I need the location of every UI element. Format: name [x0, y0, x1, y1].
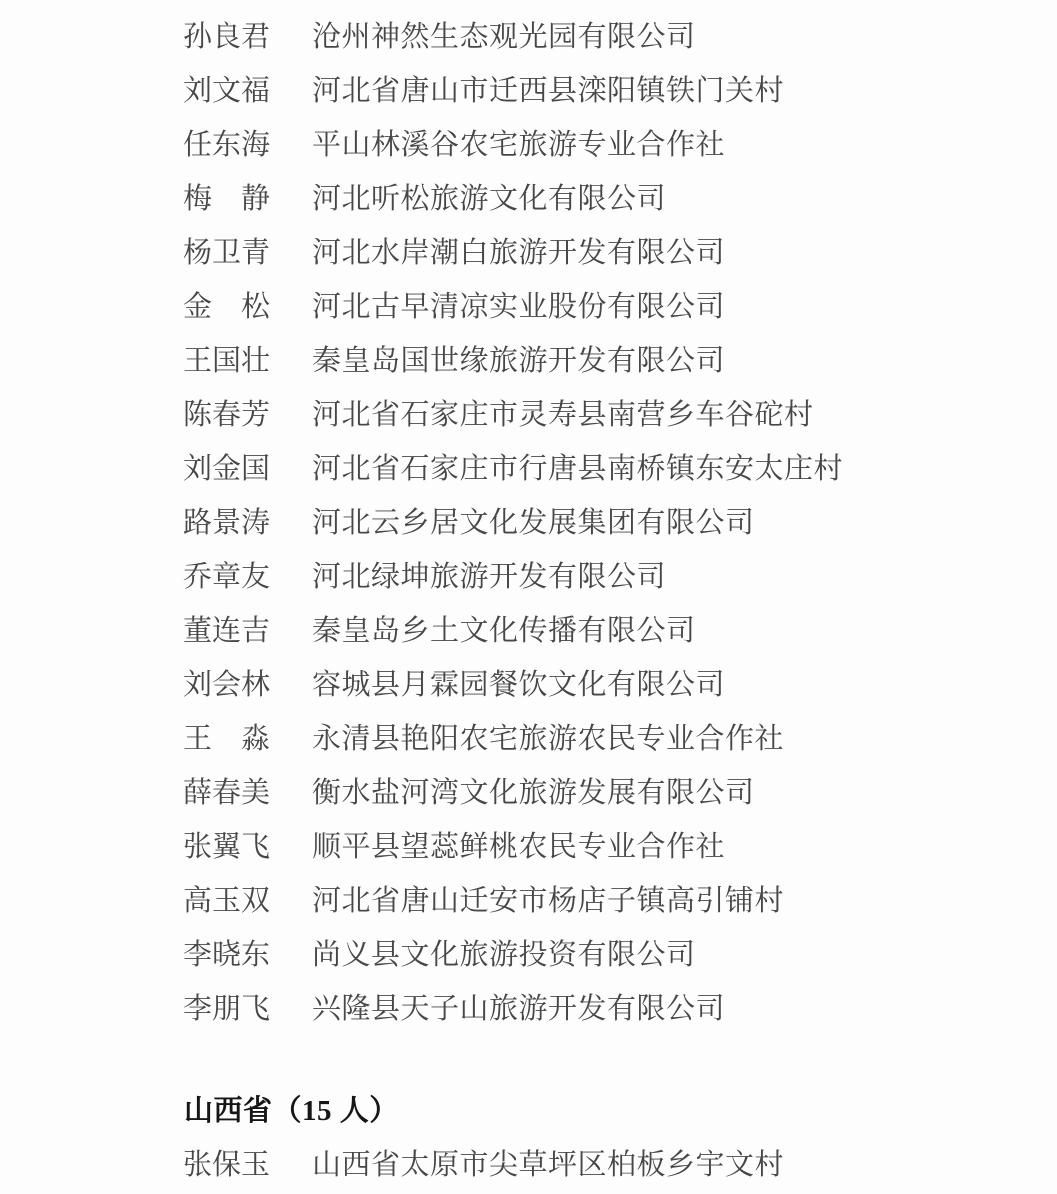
- organization-name: 沧州神然生态观光园有限公司: [312, 20, 696, 53]
- person-name: 高玉双: [183, 884, 271, 917]
- organization-name: 河北云乡居文化发展集团有限公司: [312, 506, 755, 539]
- entry-row: [183, 223, 1057, 277]
- entry-row: [183, 277, 1057, 331]
- person-name: 董连吉: [183, 614, 271, 647]
- person-name: 乔章友: [183, 560, 271, 593]
- entry-row: [183, 925, 1057, 979]
- organization-name: 河北古早清凉实业股份有限公司: [312, 290, 726, 323]
- entry-row: [183, 601, 1057, 655]
- person-name: 王国壮: [183, 344, 271, 377]
- organization-name: 尚义县文化旅游投资有限公司: [312, 938, 696, 971]
- organization-name: 河北省唐山市迁西县滦阳镇铁门关村: [312, 74, 785, 107]
- person-name: 任东海: [183, 128, 271, 161]
- organization-name: 衡水盐河湾文化旅游发展有限公司: [312, 776, 755, 809]
- organization-name: 容城县月霖园餐饮文化有限公司: [312, 668, 726, 701]
- organization-name: 河北绿坤旅游开发有限公司: [312, 560, 667, 593]
- person-name: 薛春美: [183, 776, 271, 809]
- entry-list-hebei: [183, 7, 1057, 1033]
- organization-name: 河北听松旅游文化有限公司: [312, 182, 667, 215]
- organization-name: 秦皇岛乡土文化传播有限公司: [312, 614, 696, 647]
- organization-name: 河北省唐山迁安市杨店子镇高引铺村: [312, 884, 785, 917]
- person-name: 刘会林: [183, 668, 271, 701]
- entry-list-shanxi: [183, 1135, 1057, 1189]
- person-name: 张保玉: [183, 1148, 271, 1181]
- person-name: 金 松: [183, 290, 271, 323]
- person-name: 杨卫青: [183, 236, 271, 269]
- organization-name: 永清县艳阳农宅旅游农民专业合作社: [312, 722, 785, 755]
- person-name: 刘金国: [183, 452, 271, 485]
- entry-row: [183, 61, 1057, 115]
- person-name: 梅 静: [183, 182, 271, 215]
- person-name: 王 淼: [183, 722, 271, 755]
- entry-row: [183, 763, 1057, 817]
- entry-row: [183, 655, 1057, 709]
- entry-row: [183, 1135, 1057, 1189]
- person-name: 李朋飞: [183, 992, 271, 1025]
- entry-row: [183, 979, 1057, 1033]
- entry-row: [183, 331, 1057, 385]
- entry-row: [183, 439, 1057, 493]
- entry-row: [183, 493, 1057, 547]
- entry-row: [183, 871, 1057, 925]
- organization-name: 秦皇岛国世缘旅游开发有限公司: [312, 344, 726, 377]
- person-name: 路景涛: [183, 506, 271, 539]
- organization-name: 兴隆县天子山旅游开发有限公司: [312, 992, 726, 1025]
- entry-row: [183, 115, 1057, 169]
- organization-name: 河北省石家庄市行唐县南桥镇东安太庄村: [312, 452, 844, 485]
- organization-name: 河北省石家庄市灵寿县南营乡车谷砣村: [312, 398, 814, 431]
- section-heading-shanxi: 山西省（15 人）: [184, 1094, 399, 1127]
- entry-row: [183, 7, 1057, 61]
- entry-row: [183, 385, 1057, 439]
- person-name: 刘文福: [183, 74, 271, 107]
- entry-row: [183, 709, 1057, 763]
- entry-row: [183, 547, 1057, 601]
- person-name: 张翼飞: [183, 830, 271, 863]
- organization-name: 河北水岸潮白旅游开发有限公司: [312, 236, 726, 269]
- organization-name: 平山林溪谷农宅旅游专业合作社: [312, 128, 726, 161]
- entry-row: [183, 169, 1057, 223]
- organization-name: 山西省太原市尖草坪区柏板乡宇文村: [312, 1148, 785, 1181]
- person-name: 孙良君: [183, 20, 271, 53]
- person-name: 陈春芳: [183, 398, 271, 431]
- entry-row: [183, 817, 1057, 871]
- organization-name: 顺平县望蕊鲜桃农民专业合作社: [312, 830, 726, 863]
- person-name: 李晓东: [183, 938, 271, 971]
